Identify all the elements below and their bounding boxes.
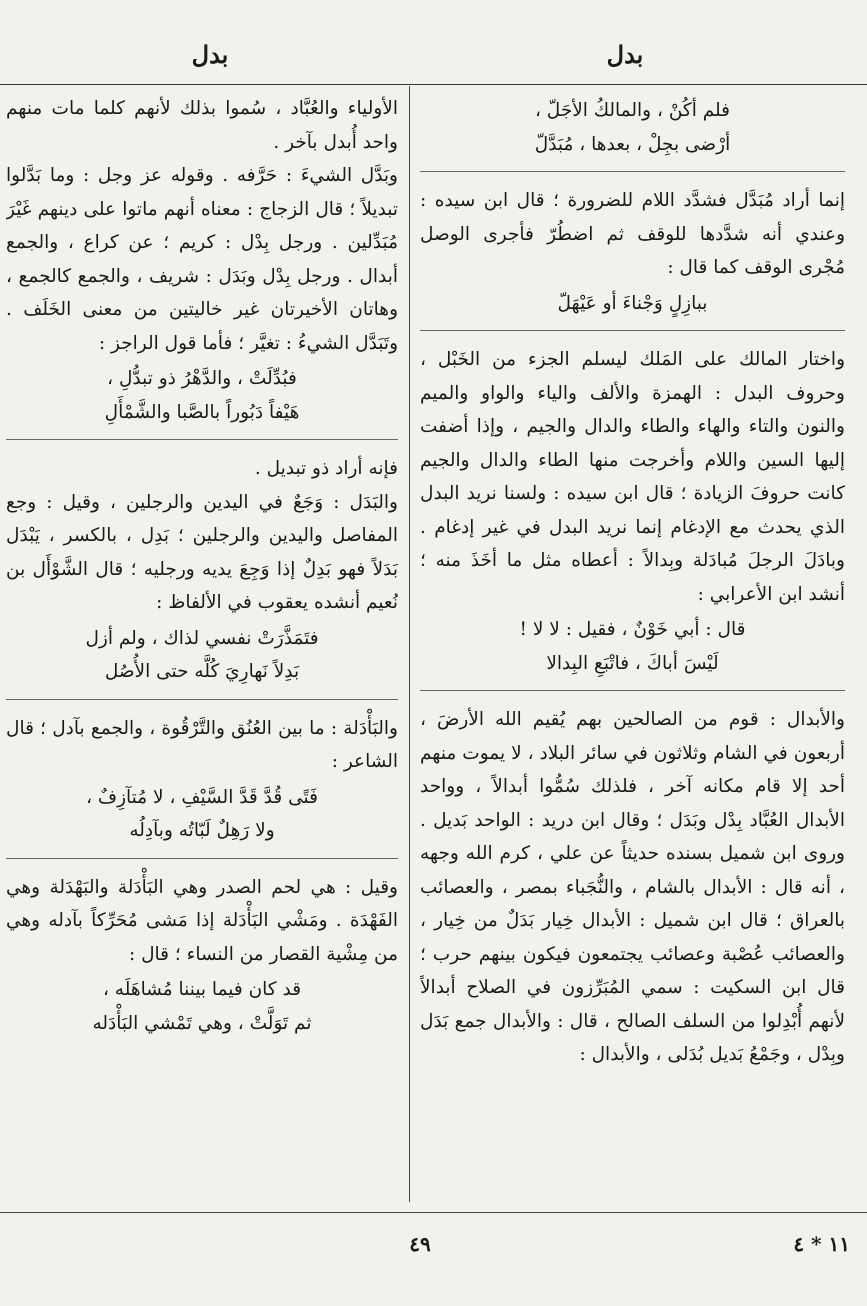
verse-block xyxy=(6,973,398,1040)
verse-line: فلم أكُنْ ، والمالكُ الأجَلّ ، xyxy=(534,100,731,121)
verse-line: فبُدِّلَتْ ، والدَّهْرُ ذو تبدُّلِ ، xyxy=(107,368,297,389)
page-number: ٤٩ xyxy=(409,1232,431,1256)
paragraph: وبَدَّل الشيءَ : حَرَّفه . وقوله عز وجل : وما بَدَّلوا تبديلاً ؛ قال الزجاج : معناه أنهم ماتوا على دينهم غَيْرَ مُبَدِّلين . ورجل بِدْل : كريم ؛ عن كراع ، والجمع أبدال . ورجل بِدْل وبَدَل : شريف ، والجمع كالجمع ، وهاتان الأخيرتان غير خاليتين من معنى الخَلَف . وتَبَدَّل الشيءُ : تغيَّر ؛ فأما قول الراجز : xyxy=(6,165,398,354)
signature-mark: ١١ * ٤ xyxy=(793,1232,850,1256)
verse-line: فتَمَذَّرَتْ نفسي لذاك ، ولم أزل xyxy=(85,627,319,649)
verse-block xyxy=(6,622,398,689)
verse-line: فَتًى قُدَّ قَدَّ السَّيْفِ ، لا مُتآزِفٌ ، xyxy=(86,786,318,808)
section-rule xyxy=(420,690,845,691)
verse-line: قال : أبي خَوْنٌ ، فقيل : لا لا ! xyxy=(519,619,746,640)
paragraph: وقيل : هي لحم الصدر وهي البَأْدَلة والبَهْدَلة وهي الفَهْدَة . ومَشْي البَأْدَلة إذا مَشى مُحَرِّكاً بآدله وهي من مِشْية القصار من النساء ؛ قال : xyxy=(6,876,398,965)
verse-block xyxy=(420,94,845,161)
column-divider xyxy=(409,86,410,1202)
verse-line: ثم تَوَلَّتْ ، وهي تَمْشي البَأْدَله xyxy=(92,1012,312,1034)
verse-block xyxy=(420,613,845,680)
paragraph: واختار المالك على المَلك ليسلم الجزء من الخَبْل ، وحروف البدل : الهمزة والألف والياء والواو والميم والنون والتاء والهاء والطاء والدال والجيم ، وإذا أضفت إليها السين واللام وأخرجت منها الطاء والدال والجيم كانت حروفَ الزيادة ؛ قال ابن سيده : ولسنا نريد البدل الذي يحدث مع الإدغام إنما نريد البدل في غير إدغام . وبادَلَ الرجلَ مُبادَلة وبِدالاً : أعطاه مثل ما أخَذَ منه ؛ أنشد ابن الأعرابي : xyxy=(420,349,845,605)
verse-line: ولا رَهِلٌ لَبّاتُه وبآدِلُه xyxy=(129,820,275,841)
header-rule xyxy=(0,84,867,85)
verse-line: قد كان فيما بيننا مُشاهَلَه ، xyxy=(102,979,302,1000)
left-header-word: بدل xyxy=(191,40,229,69)
footer-rule xyxy=(0,1212,867,1213)
section-rule xyxy=(6,858,398,859)
right-column xyxy=(420,92,845,1202)
section-rule xyxy=(420,171,845,172)
paragraph: الأولياء والعُبَّاد ، سُموا بذلك لأنهم كلما مات منهم واحد أُبدل بآخر . xyxy=(6,98,398,153)
paragraph: إنما أراد مُبَدَّل فشدَّد اللام للضرورة ؛ قال ابن سيده : وعندي أنه شدَّدها للوقف ثم اضطُرّ فأجرى الوصل مُجْرى الوقف كما قال : xyxy=(420,190,845,278)
verse-line: لَيْسَ أباكَ ، فاتْبَعِ البِدالا xyxy=(546,652,719,674)
left-column xyxy=(6,92,398,1202)
verse-line: ببازِلٍ وَجْناءَ أو عَيْهَلّ xyxy=(557,292,708,314)
section-rule xyxy=(6,439,398,440)
verse-line: بَدِلاً نَهارِيَ كُلَّه حتى الأُصُل xyxy=(104,661,300,682)
paragraph: والبَأْدَلة : ما بين العُنُق والتَّرْقُوة ، والجمع بآدل ؛ قال الشاعر : xyxy=(6,717,398,772)
verse-line: هَيْفاً دَبُوراً بالصَّبا والشَّمْأَلِ xyxy=(104,401,300,423)
right-header-word: بدل xyxy=(606,40,644,69)
section-rule xyxy=(420,330,845,331)
section-rule xyxy=(6,699,398,700)
verse-line: أرْضى بجِلْ ، بعدها ، مُبَدَّلّ xyxy=(534,133,731,155)
verse-block xyxy=(6,362,398,429)
verse-block xyxy=(6,781,398,848)
paragraph: والبَدَل : وَجَعٌ في اليدين والرجلين ، وقيل : وجع المفاصل واليدين والرجلين ؛ بَدِل ، بالكسر ، يَبْدَل بَدَلاً فهو بَدِلٌ إذا وَجِعَ يديه ورجليه ؛ قال الشَّوْأَل بن نُعيم أنشده يعقوب في الألفاظ : xyxy=(6,491,398,613)
verse-block xyxy=(420,287,845,321)
paragraph: فإنه أراد ذو تبديل . xyxy=(254,458,398,479)
paragraph: والأبدال : قوم من الصالحين بهم يُقيم الله الأرضَ ، أربعون في الشام وثلاثون في سائر البلاد ، لا يموت منهم أحد إلا قام مكانه آخر ، فلذلك سُمُّوا أبدالاً ، وواحد الأبدال العُبَّاد بِدْل وبَدَل ؛ وقال ابن دريد : الواحد بَديل . وروى ابن شميل بسنده حديثاً عن علي ، كرم الله وجهه ، أنه قال : الأبدال بالشام ، والنُّجَباء بمصر ، والعصائب بالعراق ؛ قال ابن شميل : الأبدال خِيار بَدَلٌ من خِيار ، والعصائب عُصْبة وعصائب يجتمعون فيكون بينهم حرب ؛ قال ابن السكيت : سمي المُبَرِّزون في الصلاح أبدالاً لأنهم أُبْدِلوا من السلف الصالح ، قال : والأبدال جمع بَدَل وبِدْل ، وجَمْعُ بَديل بُدَلى ، والأبدال : xyxy=(420,709,845,1065)
